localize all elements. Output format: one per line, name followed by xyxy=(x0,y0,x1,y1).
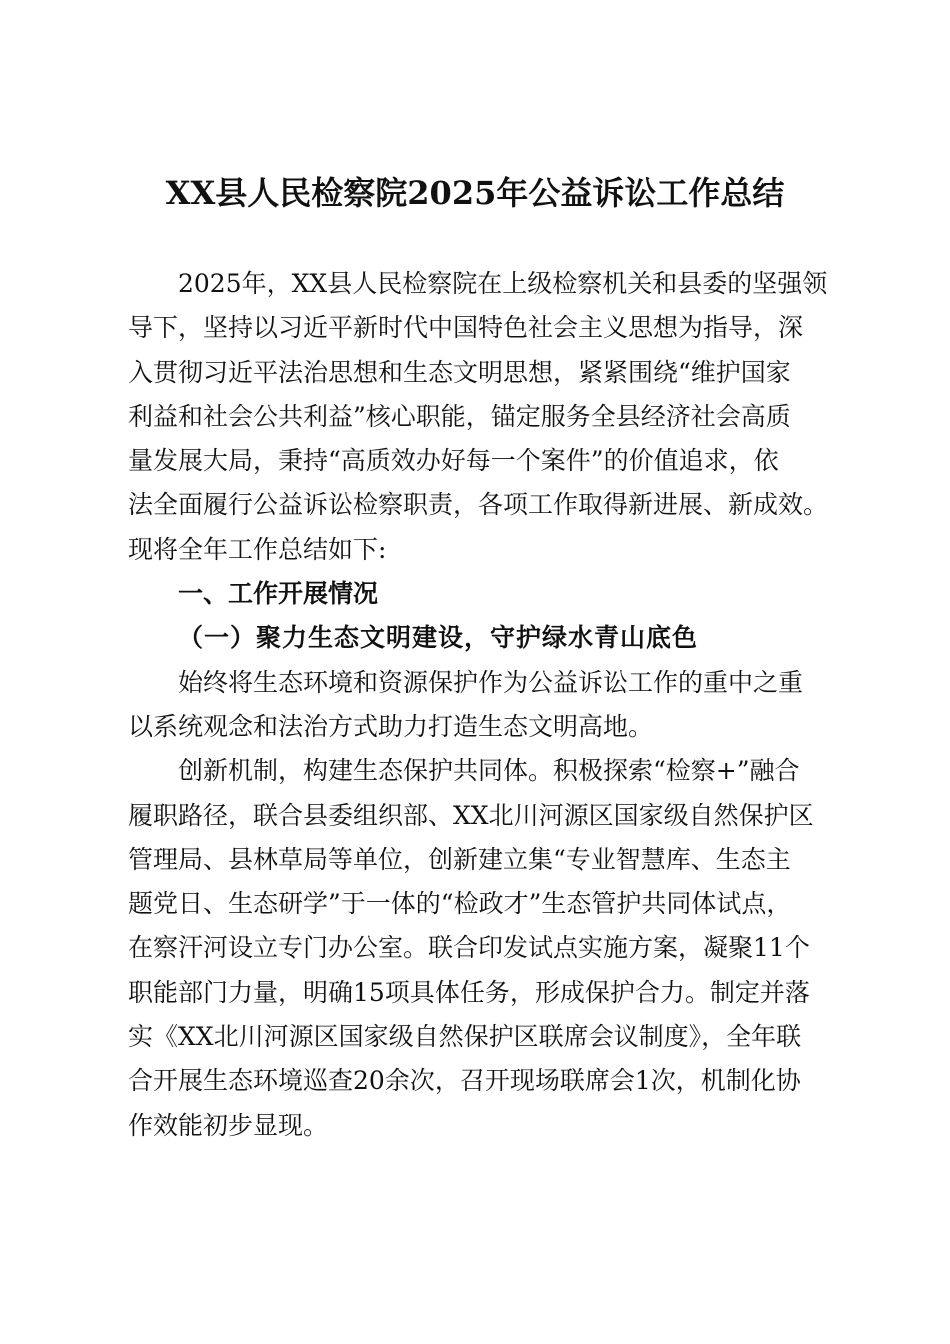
text-line: 导下，坚持以习近平新时代中国特色社会主义思想为指导，深 xyxy=(128,313,804,343)
text-line: 合开展生态环境巡查20余次，召开现场联席会1次，机制化协 xyxy=(128,1066,801,1096)
text-line: 量发展大局，秉持“高质效办好每一个案件”的价值追求，依 xyxy=(128,446,779,476)
paragraph-1 xyxy=(128,661,848,750)
text-line: 创新机制，构建生态保护共同体。积极探索“检察+”融合 xyxy=(178,756,800,786)
text-line: 实《XX北川河源区国家级自然保护区联席会议制度》，全年联 xyxy=(128,1022,802,1052)
section-heading: 一、工作开展情况 xyxy=(178,579,379,609)
text-line: 法全面履行公益诉讼检察职责，各项工作取得新进展、新成效。 xyxy=(128,490,829,520)
intro-paragraph xyxy=(128,262,848,572)
text-line: 管理局、县林草局等单位，创新建立集“专业智慧库、生态主 xyxy=(128,844,791,874)
text-line: 利益和社会公共利益”核心职能，锚定服务全县经济社会高质 xyxy=(128,401,791,431)
text-line: 在察汗河设立专门办公室。联合印发试点实施方案，凝聚11个 xyxy=(128,933,810,963)
subsection-heading: （一）聚力生态文明建设，守护绿水青山底色 xyxy=(178,623,699,653)
text-line: 现将全年工作总结如下: xyxy=(128,534,387,564)
text-line: 以系统观念和法治方式助力打造生态文明高地。 xyxy=(128,711,654,741)
text-line: 入贯彻习近平法治思想和生态文明思想，紧紧围绕“维护国家 xyxy=(128,357,791,387)
text-line: 始终将生态环境和资源保护作为公益诉讼工作的重中之重 xyxy=(178,667,804,697)
text-line: 题党日、生态研学”于一体的“检政才”生态管护共同体试点， xyxy=(128,889,792,919)
document-title: XX县人民检察院2025年公益诉讼工作总结 xyxy=(165,174,785,212)
text-line: 作效能初步显现。 xyxy=(128,1110,329,1140)
paragraph-2 xyxy=(128,749,848,1148)
text-line: 2025年，XX县人民检察院在上级检察机关和县委的坚强领 xyxy=(178,269,828,298)
text-line: 履职路径，联合县委组织部、XX北川河源区国家级自然保护区 xyxy=(128,800,814,830)
text-line: 职能部门力量，明确15项具体任务，形成保护合力。制定并落 xyxy=(128,977,810,1007)
document-body xyxy=(128,262,848,1148)
